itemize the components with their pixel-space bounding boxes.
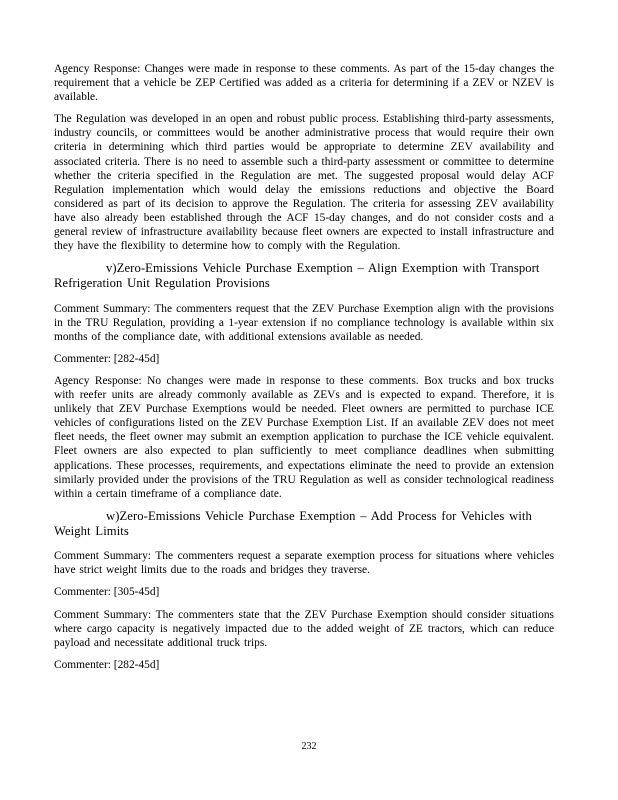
agency-response-paragraph: Agency Response: Changes were made in response to these comments. As part of the 15-day changes the requirement that a vehicle be ZEP Certified was added as a criteria for determining if a ZEV or NZEV is available. <box>54 63 554 104</box>
comment-summary-paragraph: Comment Summary: The commenters request a separate exemption process for situations where vehicles have strict weight limits due to the roads and bridges they traverse. <box>54 550 554 577</box>
section-heading-w: w)Zero-Emissions Vehicle Purchase Exemption – Add Process for Vehicles with Weight Limits <box>54 508 532 539</box>
page-number: 232 <box>301 741 317 752</box>
agency-response-paragraph: Agency Response: No changes were made in response to these comments. Box trucks and box trucks with reefer units are already commonly available as ZEVs and is expected to expand. Therefore, it is unlikely that ZEV Purchase Exemptions would be needed. Fleet owners are permitted to purchase ICE vehicles of configurations listed on the ZEV Purchase Exemption List. If an available ZEV does not meet fleet needs, the fleet owner may submit an exemption application to purchase the ICE vehicle equivalent. Fleet owners are also expected to plan sufficiently to meet compliance deadlines when submitting applications. These processes, requirements, and expectations eliminate the need to provide an extension similarly provided under the provisions of the TRU Regulation as well as consider technological readiness within a certain timeframe of a compliance date. <box>54 375 554 500</box>
comment-summary-paragraph: Comment Summary: The commenters state that the ZEV Purchase Exemption should consider situations where cargo capacity is negatively impacted due to the added weight of ZE tractors, which can reduce payload and necessitate additional truck trips. <box>54 608 554 649</box>
page-body <box>54 62 554 680</box>
body-paragraph: The Regulation was developed in an open and robust public process. Establishing third-party assessments, industry councils, or committees would be another administrative process that would require their own criteria in determining which third parties would be appropriate to determine ZEV availability and associated criteria. There is no need to assemble such a third-party assessment or committee to determine whether the criteria specified in the Regulation are met. The suggested proposal would delay ACF Regulation implementation which would delay the emissions reductions and objective the Board considered as part of its decision to approve the Regulation. The criteria for assessing ZEV availability have also already been established through the ACF 15-day changes, and do not consider costs and a general review of infrastructure availability because fleet owners are expected to install infrastructure and they have the flexibility to determine how to comply with the Regulation. <box>54 113 554 253</box>
commenter-line: Commenter: [282-45d] <box>54 658 160 671</box>
commenter-line: Commenter: [282-45d] <box>54 352 160 365</box>
comment-summary-paragraph: Comment Summary: The commenters request that the ZEV Purchase Exemption align with the provisions in the TRU Regulation, providing a 1-year extension if no compliance technology is available within six months of the compliance date, with additional extensions available as needed. <box>54 302 554 343</box>
commenter-line: Commenter: [305-45d] <box>54 586 160 599</box>
section-heading-v: v)Zero-Emissions Vehicle Purchase Exemption – Align Exemption with Transport Refrigeration Unit Regulation Provisions <box>54 261 540 291</box>
